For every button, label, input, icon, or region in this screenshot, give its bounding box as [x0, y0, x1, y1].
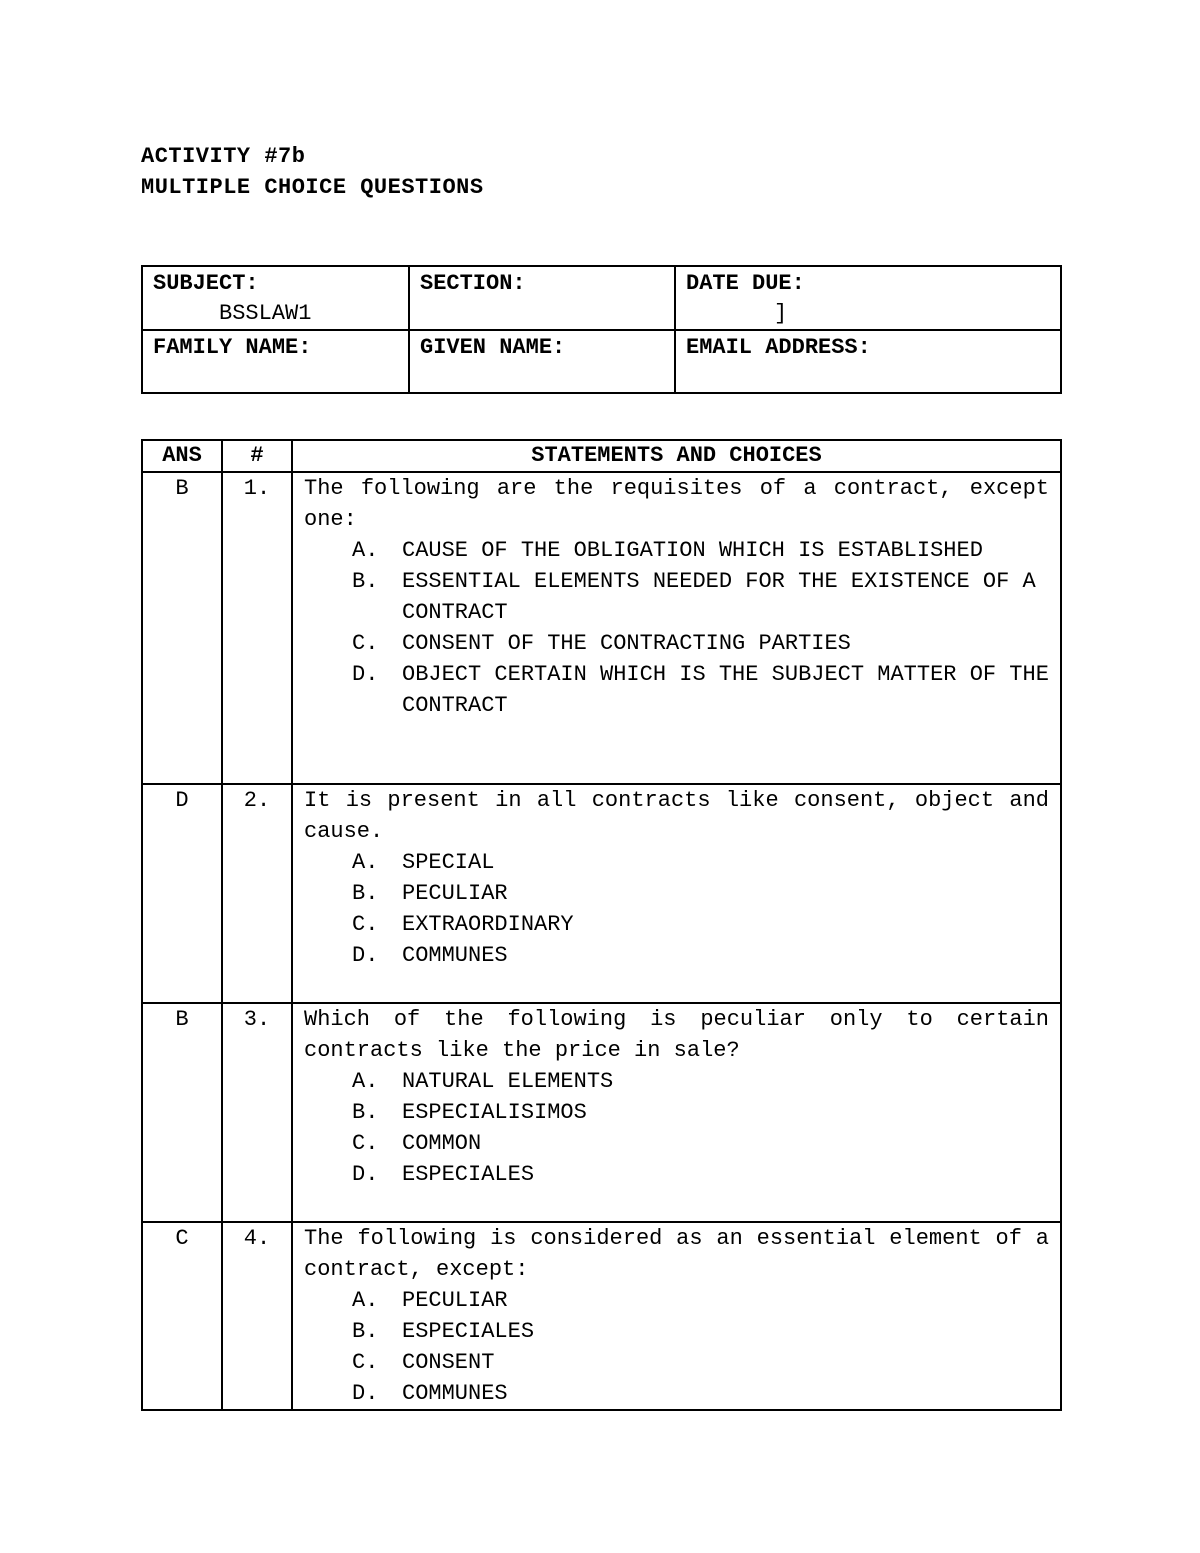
- choice-item: [304, 1378, 1049, 1409]
- statement-cell: [292, 472, 1061, 784]
- choice-letter: B.: [352, 881, 379, 906]
- given-name-cell: [409, 330, 675, 393]
- choice-item: [304, 566, 1049, 628]
- choice-item: [304, 878, 1049, 909]
- choice-letter: B.: [352, 1319, 379, 1344]
- subject-cell: [142, 266, 409, 330]
- question-number: 1.: [222, 472, 292, 784]
- answer-cell: B: [142, 1003, 222, 1222]
- ans-column-header: ANS: [142, 440, 222, 472]
- choice-letter: A.: [352, 538, 379, 563]
- choice-letter: A.: [352, 1288, 379, 1313]
- choice-text: ESPECIALES: [402, 1162, 535, 1187]
- table-row: [142, 472, 1061, 784]
- choice-letter: A.: [352, 850, 379, 875]
- choice-text: CONSENT OF THE CONTRACTING PARTIES: [402, 631, 851, 656]
- choice-item: [304, 1159, 1049, 1190]
- email-label: EMAIL ADDRESS:: [686, 335, 871, 360]
- subject-value: BSSLAW1: [219, 301, 312, 326]
- choice-letter: C.: [352, 1350, 379, 1375]
- choice-item: [304, 1347, 1049, 1378]
- choice-letter: C.: [352, 912, 379, 937]
- choice-item: [304, 659, 1049, 721]
- choice-item: [304, 535, 1049, 566]
- choice-text: CONSENT: [402, 1350, 495, 1375]
- student-info-table: [141, 265, 1062, 394]
- choice-text: EXTRAORDINARY: [402, 912, 574, 937]
- given-name-label: GIVEN NAME:: [420, 335, 566, 360]
- questions-table: [141, 439, 1062, 1411]
- question-text: The following is considered as an essential element of a contract, except:: [304, 1226, 1049, 1282]
- statement-cell: [292, 784, 1061, 1003]
- choice-item: [304, 940, 1049, 971]
- answer-cell: C: [142, 1222, 222, 1410]
- choice-item: [304, 909, 1049, 940]
- choice-text: OBJECT CERTAIN WHICH IS THE SUBJECT MATTER OF THE CONTRACT: [402, 662, 1049, 718]
- question-number: 2.: [222, 784, 292, 1003]
- question-number: 4.: [222, 1222, 292, 1410]
- choice-item: [304, 1097, 1049, 1128]
- choice-item: [304, 1285, 1049, 1316]
- choice-text: COMMON: [402, 1131, 482, 1156]
- choice-letter: C.: [352, 1131, 379, 1156]
- choice-text: NATURAL ELEMENTS: [402, 1069, 614, 1094]
- choice-text: ESPECIALISIMOS: [402, 1100, 587, 1125]
- table-row: [142, 1003, 1061, 1222]
- answer-cell: D: [142, 784, 222, 1003]
- choice-letter: D.: [352, 943, 379, 968]
- question-text: It is present in all contracts like consent, object and cause.: [304, 788, 1049, 844]
- question-number: 3.: [222, 1003, 292, 1222]
- choice-letter: A.: [352, 1069, 379, 1094]
- choice-text: PECULIAR: [402, 881, 508, 906]
- email-cell: [675, 330, 1061, 393]
- choice-letter: D.: [352, 662, 379, 687]
- choice-text: COMMUNES: [402, 943, 508, 968]
- activity-subtitle: MULTIPLE CHOICE QUESTIONS: [141, 175, 484, 200]
- questions-header-row: [142, 440, 1061, 472]
- choice-text: ESSENTIAL ELEMENTS NEEDED FOR THE EXISTENCE OF A CONTRACT: [402, 569, 1036, 625]
- statements-column-header: STATEMENTS AND CHOICES: [292, 440, 1061, 472]
- choice-text: SPECIAL: [402, 850, 495, 875]
- info-row-2: [142, 330, 1061, 393]
- choice-item: [304, 1128, 1049, 1159]
- section-label: SECTION:: [420, 271, 526, 296]
- choice-letter: B.: [352, 569, 379, 594]
- statement-cell: [292, 1222, 1061, 1410]
- choice-text: PECULIAR: [402, 1288, 508, 1313]
- number-column-header: #: [222, 440, 292, 472]
- statement-cell: [292, 1003, 1061, 1222]
- date-due-value: ]: [774, 301, 788, 326]
- choice-letter: B.: [352, 1100, 379, 1125]
- choice-text: CAUSE OF THE OBLIGATION WHICH IS ESTABLISHED: [402, 538, 983, 563]
- date-due-label: DATE DUE:: [686, 271, 805, 296]
- choice-item: [304, 1066, 1049, 1097]
- choice-text: COMMUNES: [402, 1381, 508, 1406]
- question-text: Which of the following is peculiar only to certain contracts like the price in sale?: [304, 1007, 1049, 1063]
- section-cell: [409, 266, 675, 330]
- choice-letter: D.: [352, 1381, 379, 1406]
- choice-letter: D.: [352, 1162, 379, 1187]
- answer-cell: B: [142, 472, 222, 784]
- table-row: [142, 1222, 1061, 1410]
- activity-title: ACTIVITY #7b: [141, 144, 306, 169]
- question-text: The following are the requisites of a contract, except one:: [304, 476, 1049, 532]
- family-name-cell: [142, 330, 409, 393]
- choice-item: [304, 847, 1049, 878]
- table-row: [142, 784, 1061, 1003]
- choice-item: [304, 628, 1049, 659]
- choice-item: [304, 1316, 1049, 1347]
- info-row-1: [142, 266, 1061, 330]
- family-name-label: FAMILY NAME:: [153, 335, 312, 360]
- choice-text: ESPECIALES: [402, 1319, 535, 1344]
- date-due-cell: [675, 266, 1061, 330]
- subject-label: SUBJECT:: [153, 271, 259, 296]
- choice-letter: C.: [352, 631, 379, 656]
